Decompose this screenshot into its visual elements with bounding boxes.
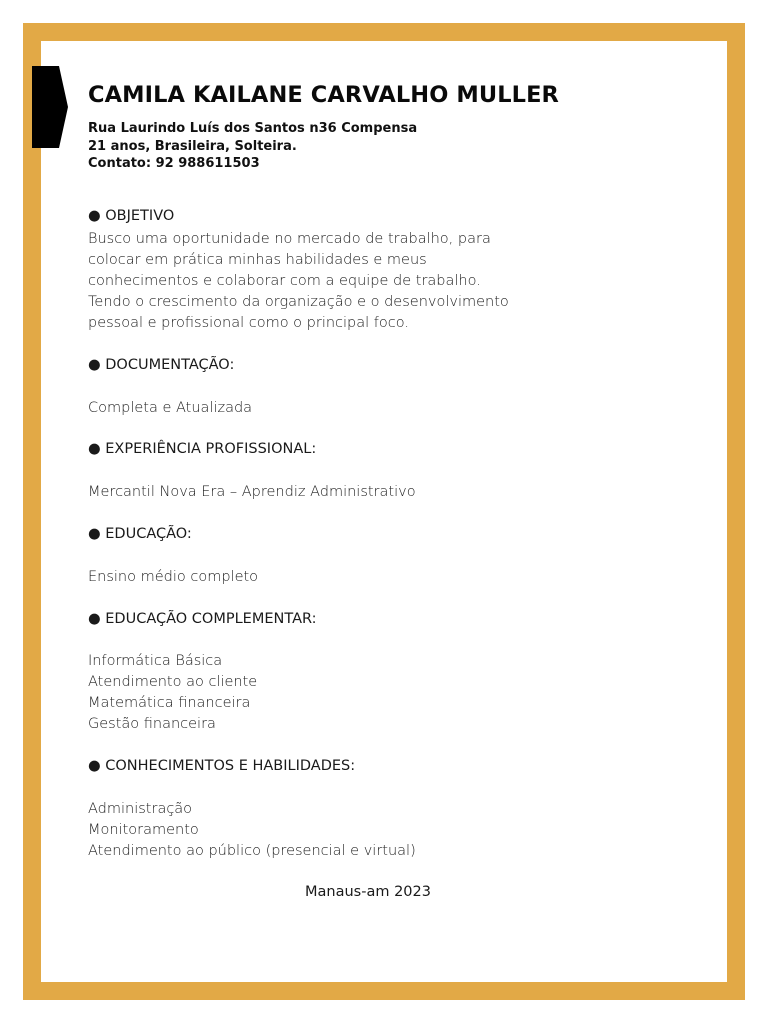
list-item: Informática Básica — [88, 653, 223, 669]
list-item: Gestão financeira — [88, 716, 216, 732]
section-title-educacao: ● EDUCAÇÃO: — [88, 526, 192, 542]
objetivo-line: conhecimentos e colaborar com a equipe de trabalho. — [88, 273, 481, 289]
personal-details-line: 21 anos, Brasileira, Solteira. — [88, 138, 297, 154]
section-title-experiencia: ● EXPERIÊNCIA PROFISSIONAL: — [88, 441, 317, 457]
section-title-educacao-complementar: ● EDUCAÇÃO COMPLEMENTAR: — [88, 611, 317, 627]
educacao-complementar-list — [88, 651, 257, 735]
section-title-documentacao: ● DOCUMENTAÇÃO: — [88, 357, 235, 373]
section-title-objetivo: ● OBJETIVO — [88, 208, 175, 224]
objetivo-line: Tendo o crescimento da organização e o desenvolvimento — [88, 294, 509, 310]
objetivo-line: Busco uma oportunidade no mercado de trabalho, para — [88, 231, 491, 247]
phone-contact-line: Contato: 92 988611503 — [88, 156, 260, 171]
list-item: Matemática financeira — [88, 695, 251, 711]
experiencia-value: Mercantil Nova Era – Aprendiz Administrativo — [88, 484, 416, 500]
candidate-name: CAMILA KAILANE CARVALHO MULLER — [88, 82, 559, 108]
address-line: Rua Laurindo Luís dos Santos n36 Compensa — [88, 121, 418, 136]
habilidades-list — [88, 799, 416, 862]
list-item: Monitoramento — [88, 822, 199, 838]
contact-block — [88, 120, 417, 173]
objetivo-line: colocar em prática minhas habilidades e meus — [88, 252, 427, 268]
documentacao-value: Completa e Atualizada — [88, 400, 253, 416]
list-item: Administração — [88, 801, 193, 817]
list-item: Atendimento ao cliente — [88, 674, 258, 690]
experiencia-text — [88, 482, 416, 503]
educacao-value: Ensino médio completo — [88, 569, 259, 585]
documentacao-text — [88, 398, 252, 419]
list-item: Atendimento ao público (presencial e virtual) — [88, 843, 416, 859]
black-tab-marker — [32, 66, 68, 148]
section-title-habilidades: ● CONHECIMENTOS E HABILIDADES: — [88, 758, 356, 774]
educacao-text — [88, 567, 258, 588]
place-and-date: Manaus-am 2023 — [305, 884, 431, 900]
objetivo-paragraph — [88, 229, 509, 334]
objetivo-line: pessoal e profissional como o principal foco. — [88, 315, 409, 331]
